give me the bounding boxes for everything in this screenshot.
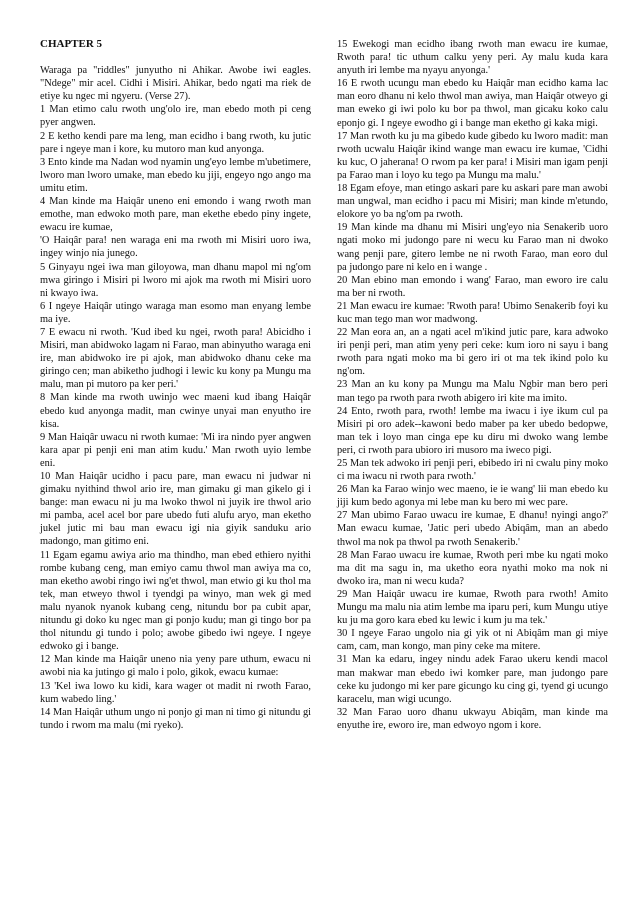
verse: 4 Man kinde ma Haiqâr uneno eni emondo i wang rwoth man emothe, man edwoko moth pare, man ekethe ebedo piny ingete, ewacu ire kumae,	[40, 196, 311, 234]
verse: 2 E ketho kendi pare ma leng, man ecidho i bang rwoth, ku jutic pare i ngeye man i kore, ku mutoro man kud anyonga.	[40, 130, 311, 155]
verse: 28 Man Farao uwacu ire kumae, Rwoth peri mbe ku ngati moko ma dit ma sagu in, ma uketho eora nyathi moko ma nok ni dwoko ira, man ni wecu kuda?	[337, 549, 608, 587]
verse: 22 Man eora an, an a ngati acel m'ikind jutic pare, kara adwoko iri penji peri, man atim yeny peri ceke: kum ioro ni sayu i bang rwoth para ngati moko ma bi gero iri ot ma tek ikind polo ku ng'om.	[337, 327, 608, 378]
verse: 21 Man ewacu ire kumae: 'Rwoth para! Ubimo Senakerib foyi ku kuc man tego man wor madwong.	[337, 300, 608, 325]
chapter-intro: Waraga pa "riddles" junyutho ni Ahikar. Awobe iwi eagles. "Ndege" mir acel. Cidhi i Misiri. Ahikar, bedo ngati ma riek de etiye ku ngec mi ngyeru. (Verse 27).	[40, 65, 311, 103]
verse: 7 E ewacu ni rwoth. 'Kud ibed ku ngei, rwoth para! Abicidho i Misiri, man abidwoko lagam ni Farao, man abinyutho waraga eni ire, man abidwoko ire pi ajok, man abidwoko dhanu ceke ma giringo cen; man abiketho judhogi i lewic ku kony pa Mungu ma malu, man pi mutoro pa ker peri.'	[40, 326, 311, 391]
verse: 15 Ewekogi man ecidho ibang rwoth man ewacu ire kumae, Rwoth para! tic uthum calku yeny peri. Ay malu kuda kara anyuth iri lembe ma nyayu anyonga.'	[337, 39, 608, 77]
verse: 12 Man kinde ma Haiqâr uneno nia yeny pare uthum, ewacu ni awobi nia ka jutingo gi malo i polo, gikok, ewacu kumae:	[40, 654, 311, 679]
verse: 5 Ginyayu ngei iwa man giloyowa, man dhanu mapol mi ng'om mwa giringo i Misiri pi lworo mi ajok ma rwoth mi Misiri uoro ni kwayo iwa.	[40, 261, 311, 299]
verse: 18 Egam efoye, man etingo askari pare ku askari pare man awobi man ungwal, man ecidho i pacu mi Misiri; man kinde m'etundo, elokore yo ba ng'om pa rwoth.	[337, 183, 608, 221]
chapter-title: CHAPTER 5	[40, 38, 103, 50]
verse: 10 Man Haiqâr ucidho i pacu pare, man ewacu ni judwar ni gimaku nyithind thwol ario ire, man gimaku gi man gikelo gi i bange: man ewacu ni ju ma lwoko thwol ni juyik ire thwol ario mi pamba, acel acel bor pare ubedo futi alufu aryo, man eketho jukel jutic mi bau man ewacu igi nia giyik sanduku ario madongo, man gitimo eni.	[40, 471, 311, 548]
right-column	[337, 38, 608, 888]
verse: 17 Man rwoth ku ju ma gibedo kude gibedo ku lworo madit: man rwoth ucwalu Haiqâr ikind wange man ewacu ire kumae, 'Cidhi ku kuc, O jaherana! O rwom pa ker para! i Misiri man igam penji pa Farao man i loyo ku tego pa Mungu ma malu.'	[337, 130, 608, 181]
verse: 19 Man kinde ma dhanu mi Misiri ung'eyo nia Senakerib uoro ngati moko mi judongo pare ni wecu ku Farao man ni dwoko wang penji pare, gitero lembe ne ni rwoth Farao, man eoro dul pa judongo pare ni kelo en i wange .	[337, 222, 608, 273]
verse: 20 Man ebino man emondo i wang' Farao, man eworo ire calu ma ber ni rwoth.	[337, 274, 608, 299]
verse: 24 Ento, rwoth para, rwoth! lembe ma iwacu i iye ikum cul pa Misiri pi oro adek--kawoni bedo maber pa ker ubedo bedopwe, man tek i loyo man cinga epe ku diru mi dwoko wang lembe peri, ci rwoth para ubioro iri musoro ma iweco pigi.	[337, 405, 608, 456]
verse: 8 Man kinde ma rwoth uwinjo wec maeni kud ibang Haiqâr ebedo kud anyonga madit, man cwinye unyai man enyutho ire kisa.	[40, 392, 311, 430]
document-page	[40, 38, 608, 888]
verse: 25 Man tek adwoko iri penji peri, ebibedo iri ni cwalu piny moko ci ma iwacu ni rwoth para rwoth.'	[337, 458, 608, 483]
verse: 6 I ngeye Haiqâr utingo waraga man esomo man enyang lembe ma iye.	[40, 300, 311, 325]
verse: 30 I ngeye Farao ungolo nia gi yik ot ni Abiqâm man gi miye cam, cam, man kongo, man piny ceke ma mitere.	[337, 628, 608, 653]
verse: 16 E rwoth ucungu man ebedo ku Haiqâr man ecidho kama lac man eoro dhanu ni kelo thwol man awiya, man Haiqâr otweyo gi man eweko gi iwi polo ku bor pa thwol, man gicaku koko calu eponjo gi. I ngeye ewodho gi i bange man eketho gi kaka migi.	[337, 78, 608, 129]
verse: 32 Man Farao uoro dhanu ukwayu Abiqâm, man kinde ma enyuthe ire, eworo ire, man edwoyo ngom i kore.	[337, 706, 608, 731]
verse: 3 Ento kinde ma Nadan wod nyamin ung'eyo lembe m'ubetimere, lworo man lworo umake, man ebedo ku jiji, engeyo ngo ango ma umitu etim.	[40, 156, 311, 194]
verse: 13 'Kel iwa lowo ku kidi, kara wager ot madit ni rwoth Farao, kum wabedo ling.'	[40, 680, 311, 705]
left-column	[40, 38, 311, 888]
verse: 27 Man ubimo Farao uwacu ire kumae, E dhanu! nyingi ango?' Man ewacu kumae, 'Jatic peri ubedo Abiqâm, man an abedo thwol ma nok pa thwol pa rwoth Senakerib.'	[337, 510, 608, 548]
verse: 1 Man etimo calu rwoth ung'olo ire, man ebedo moth pi ceng pyer angwen.	[40, 104, 311, 129]
verse: 14 Man Haiqâr uthum ungo ni ponjo gi man ni timo gi nitundu gi tundo i rwom ma malu (mi ryeko).	[40, 706, 311, 731]
verse: 31 Man ka edaru, ingey nindu adek Farao ukeru kendi macol man makwar man ebedo iwi komker pare, man judongo pare ceke ku judongo mi ker pare gicungo ku cing gi, tyend gi ucungo karacelu, man wigi ucungo.	[337, 654, 608, 705]
verse: 'O Haiqâr para! nen waraga eni ma rwoth mi Misiri uoro iwa, ingey winjo nia junego.	[40, 235, 311, 260]
verse: 26 Man ka Farao winjo wec maeno, ie ie wang' lii man ebedo ku jiji kum bedo agonya mi lebe man ku bero mi wec pare.	[337, 484, 608, 509]
verse: 11 Egam egamu awiya ario ma thindho, man ebed ethiero nyithi rombe kubang ceng, man emiyo camu thwol man awiya ma co, man eketho awobi ringo iwi ng'et thwol, man etwio gi ku thol ma tek, man etweyo thwol i tyendgi pa winyo, man wek gi med malu nyanok nyanok kubang ceng, nitundu bor pa cubit apar, nitundu gi doko ku ngec man gi ponjo kudu; man gi tingo bor pa thol nitundu gi tundo i polo; awobe gibedo iwi ngeye. I ngeye edwoko gi i bange.	[40, 549, 311, 653]
verse: 29 Man Haiqâr uwacu ire kumae, Rwoth para rwoth! Amito Mungu ma malu nia atim lembe ma iparu peri, kum Mungu utiye ku ju ma goro kara ebed ku lewic i kum ju ma tek.'	[337, 588, 608, 627]
verse: 23 Man an ku kony pa Mungu ma Malu Ngbir man bero peri man tego pa rwoth para rwoth abigero iri kite ma imito.	[337, 379, 608, 404]
verse: 9 Man Haiqâr uwacu ni rwoth kumae: 'Mi ira nindo pyer angwen kara apar pi penji eni man atim kudu.' Man rwoth uyio lembe eni.	[40, 431, 311, 469]
